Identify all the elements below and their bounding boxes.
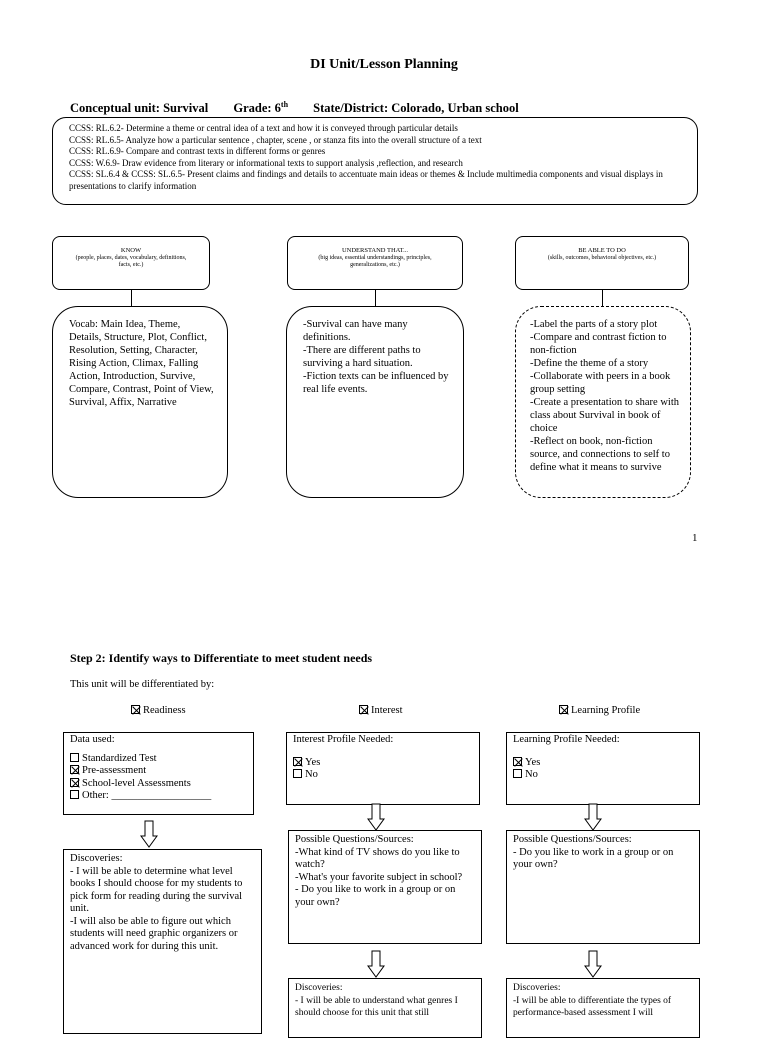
checkbox-icon[interactable] bbox=[293, 769, 302, 778]
unit-header bbox=[70, 100, 541, 116]
down-arrow-icon bbox=[367, 803, 385, 831]
checkbox-checked-icon[interactable] bbox=[70, 778, 79, 787]
checkbox-icon[interactable] bbox=[513, 769, 522, 778]
ccss-standards-box bbox=[52, 117, 698, 205]
checkbox-checked-icon[interactable] bbox=[513, 757, 522, 766]
interest-profile-box: Interest Profile Needed: Yes No bbox=[286, 732, 480, 805]
checkbox-icon[interactable] bbox=[70, 753, 79, 762]
learning-discoveries-box: Discoveries: -I will be able to differentiate the types of performance-based assessment I will bbox=[506, 978, 700, 1038]
data-used-box: Data used: Standardized Test Pre-assessment School-level Assessments Other: ___________________ bbox=[63, 732, 254, 815]
page-number: 1 bbox=[692, 532, 698, 544]
understand-label-box: UNDERSTAND THAT... (big ideas, essential understandings, principles, generalizations, etc.) bbox=[287, 236, 463, 290]
checkbox-checked-icon[interactable] bbox=[559, 705, 568, 714]
grade: Grade: 6th bbox=[233, 100, 289, 116]
conceptual-unit: Conceptual unit: Survival bbox=[70, 101, 209, 116]
ccss-line: CCSS: RL.6.5- Analyze how a particular sentence , chapter, scene , or stanza fits into the overall structure of a text bbox=[69, 134, 482, 145]
be-able-label-box: BE ABLE TO DO (skills, outcomes, behavioral objectives, etc.) bbox=[515, 236, 689, 290]
option-standardized-test: Standardized Test bbox=[70, 753, 247, 766]
ccss-line: CCSS: W.6.9- Draw evidence from literary or informational texts to support analysis ,reflection, and research bbox=[69, 157, 463, 168]
down-arrow-icon bbox=[584, 803, 602, 831]
option-other: Other: ___________________ bbox=[70, 790, 247, 803]
step2-title: Step 2: Identify ways to Differentiate to meet student needs bbox=[70, 651, 373, 665]
know-label-box: KNOW (people, places, dates, vocabulary, definitions, facts, etc.) bbox=[52, 236, 210, 290]
ccss-line: CCSS: RL.6.9- Compare and contrast texts in different forms or genres bbox=[69, 146, 326, 156]
ccss-line: CCSS: RL.6.2- Determine a theme or central idea of a text and how it is conveyed through particular details bbox=[69, 123, 458, 133]
option-school-level: School-level Assessments bbox=[70, 778, 247, 791]
checkbox-icon[interactable] bbox=[70, 790, 79, 799]
checkbox-checked-icon[interactable] bbox=[70, 765, 79, 774]
option-pre-assessment: Pre-assessment bbox=[70, 765, 247, 778]
checkbox-checked-icon[interactable] bbox=[131, 705, 140, 714]
page-title: DI Unit/Lesson Planning bbox=[310, 57, 458, 72]
state-district: State/District: Colorado, Urban school bbox=[313, 101, 519, 116]
learning-profile-heading: Learning Profile bbox=[559, 705, 640, 716]
understand-content-box: -Survival can have many definitions. -There are different paths to surviving a hard situation. -Fiction texts can be influenced by real life events. bbox=[286, 306, 464, 498]
interest-heading: Interest bbox=[359, 705, 403, 716]
readiness-discoveries-box: Discoveries: - I will be able to determine what level books I should choose for my students to pick form for reading during the survival unit. -I will also be able to figure out which students will need graphic organizers or advanced work for during this unit. bbox=[63, 849, 262, 1034]
readiness-heading: Readiness bbox=[131, 705, 186, 716]
connector-line bbox=[602, 290, 603, 306]
know-content-box: Vocab: Main Idea, Theme, Details, Structure, Plot, Conflict, Resolution, Setting, Character, Rising Action, Climax, Falling Action, Introduction, Survive, Compare, Contrast, Point of View, Survival, Affix, Narrative bbox=[52, 306, 228, 498]
learning-profile-box: Learning Profile Needed: Yes No bbox=[506, 732, 700, 805]
checkbox-checked-icon[interactable] bbox=[359, 705, 368, 714]
be-able-content-box: -Label the parts of a story plot -Compare and contrast fiction to non-fiction -Define the theme of a story -Collaborate with peers in a book group setting -Create a presentation to share with class about Survival in book of choice -Reflect on book, non-fiction source, and connections to self to define what it means to survive bbox=[515, 306, 691, 498]
checkbox-checked-icon[interactable] bbox=[293, 757, 302, 766]
interest-discoveries-box: Discoveries: - I will be able to understand what genres I should choose for this unit that still bbox=[288, 978, 482, 1038]
connector-line bbox=[131, 290, 132, 306]
ccss-line: CCSS: SL.6.4 & CCSS: SL.6.5- Present claims and findings and details to accentuate main ideas or themes & Include multimedia components and visual displays in presentations to clarify information bbox=[69, 169, 663, 191]
connector-line bbox=[375, 290, 376, 306]
step2-intro: This unit will be differentiated by: bbox=[70, 679, 215, 690]
learning-questions-box: Possible Questions/Sources: - Do you like to work in a group or on your own? bbox=[506, 830, 700, 944]
interest-questions-box: Possible Questions/Sources: -What kind of TV shows do you like to watch? -What's your favorite subject in school? - Do you like to work in a group or on your own? bbox=[288, 830, 482, 944]
down-arrow-icon bbox=[367, 950, 385, 978]
down-arrow-icon bbox=[584, 950, 602, 978]
down-arrow-icon bbox=[140, 820, 158, 848]
